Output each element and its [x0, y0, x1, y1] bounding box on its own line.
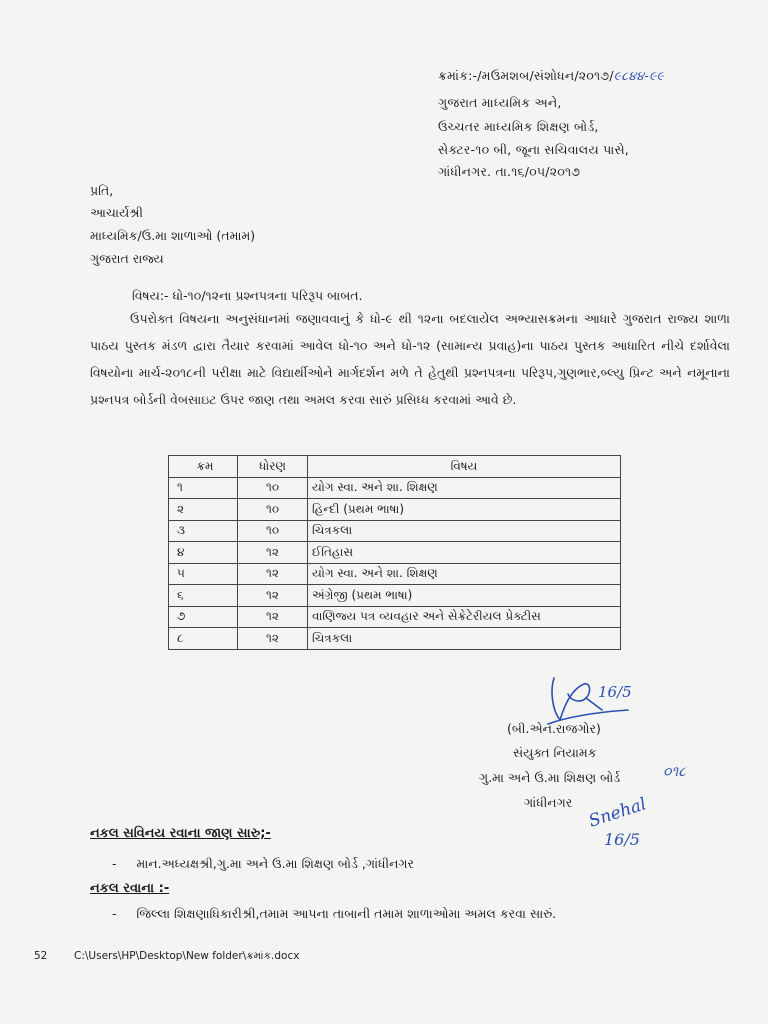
cell-standard: ૧૨ [238, 606, 308, 628]
reference-number [438, 68, 664, 84]
margin-note: ૦૧૮ [663, 764, 686, 780]
header-serial: ક્રમ [169, 456, 238, 478]
cell-standard: ૧૨ [238, 628, 308, 650]
handwritten-reference-number: ૯૮૪૪-૯૯ [613, 68, 665, 83]
recipient-line-2: આચાર્યશ્રી [90, 205, 143, 220]
body-paragraph [90, 305, 730, 413]
header-standard: ધોરણ [238, 456, 308, 478]
cell-subject: ચિત્રકલા [308, 520, 621, 542]
office-line-1: ગુજરાત માધ્યમિક અને, [438, 95, 562, 110]
copy-item-2-text: જિલ્લા શિક્ષણાધિકારીશ્રી,તમામ આપના તાબાની તમામ શાળાઓમા અમલ કરવા સારું. [136, 906, 557, 921]
cell-standard: ૧૨ [238, 585, 308, 607]
cell-subject: ઈતિહાસ [308, 542, 621, 564]
cell-serial: ૩ [169, 520, 238, 542]
table-row [169, 499, 621, 521]
table-row [169, 477, 621, 499]
cell-standard: ૧૦ [238, 520, 308, 542]
recipient-line-3: માધ્યમિક/ઉ.મા શાળાઓ (તમામ) [90, 228, 256, 243]
body-text: ઉપરોક્ત વિષયના અનુસંધાનમાં જણાવવાનું કે ધો-૯ થી ૧૨ના બદલાયેલ અભ્યાસક્રમના આધારે ગુજરાત રાજ્ય શાળા પાઠય પુસ્તક મંડળ દ્વારા તૈયાર કરવામાં આવેલ ધો-૧૦ અને ધો-૧૨ (સામાન્ય પ્રવાહ)ના પાઠય પુસ્તક આધારિત નીચે દર્શાવેલા વિષયોના માર્ચ-૨૦૧૮ની પરીક્ષા માટે વિદ્યાર્થીઓને માર્ગદર્શન મળે તે હેતુથી પ્રશ્નપત્રના પરિરૂપ,ગુણભાર,બ્લ્યુ પ્રિન્ટ અને નમૂનાના પ્રશ્નપત્ર બોર્ડની વેબસાઇટ ઉપર જાણ તથા અમલ કરવા સારું પ્રસિધ્ધ કરવામાં આવે છે. [90, 311, 730, 407]
cell-subject: હિન્દી (પ્રથમ ભાષા) [308, 499, 621, 521]
office-date-line: ગાંધીનગર. તા.૧૬/૦૫/૨૦૧૭ [438, 164, 581, 179]
copy-heading-2: નકલ રવાના :- [90, 881, 170, 896]
cell-subject: યોગ સ્વા. અને શા. શિક્ષણ [308, 563, 621, 585]
cell-subject: વાણિજ્ય પત્ર વ્યવહાર અને સેક્રેટેરીયલ પ્રેક્ટીસ [308, 606, 621, 628]
cell-standard: ૧૨ [238, 563, 308, 585]
cell-serial: ૫ [169, 563, 238, 585]
cell-subject: યોગ સ્વા. અને શા. શિક્ષણ [308, 477, 621, 499]
table-row [169, 563, 621, 585]
office-address-line: સેક્ટર-૧૦ બી, જૂના સચિવાલય પાસે, [438, 142, 629, 157]
cell-serial: ૪ [169, 542, 238, 564]
cell-serial: ૬ [169, 585, 238, 607]
cell-standard: ૧૨ [238, 542, 308, 564]
signatory-place: ગાંધીનગર [524, 795, 573, 810]
signatory-designation: સંયુક્ત નિયામક [513, 745, 597, 760]
page-number: 52 [34, 950, 48, 962]
table-header-row [169, 456, 621, 478]
table-row [169, 520, 621, 542]
cell-serial: ૨ [169, 499, 238, 521]
signatory-name: (બી.એન.રાજગોર) [507, 721, 601, 736]
office-line-2: ઉચ્ચતર માધ્યમિક શિક્ષણ બોર્ડ, [438, 119, 599, 134]
subject-line: વિષય:- ધો-૧૦/૧૨ના પ્રશ્નપત્રના પરિરૂપ બાબત. [132, 288, 363, 303]
reference-prefix: ક્રમાંક:-/મઉમશબ/સંશોધન/૨૦૧૭/ [438, 68, 614, 83]
table-row [169, 542, 621, 564]
cell-standard: ૧૦ [238, 499, 308, 521]
handwritten-name: Snehal [586, 794, 649, 832]
table-row [169, 606, 621, 628]
copy-item-1: - માન.અધ્યક્ષશ્રી,ગુ.મા અને ઉ.મા શિક્ષણ બોર્ડ ,ગાંધીનગર [112, 856, 415, 871]
recipient-line-4: ગુજરાત રાજ્ય [90, 251, 164, 266]
table-row [169, 585, 621, 607]
copy-heading-1: નકલ સવિનય રવાના જાણ સારુ;- [90, 826, 271, 841]
cell-serial: ૮ [169, 628, 238, 650]
cell-serial: ૧ [169, 477, 238, 499]
cell-subject: અંગ્રેજી (પ્રથમ ભાષા) [308, 585, 621, 607]
file-path: C:\Users\HP\Desktop\New folder\ક્રમાંક.docx [74, 950, 300, 962]
header-subject: વિષય [308, 456, 621, 478]
cell-standard: ૧૦ [238, 477, 308, 499]
signature-date: 16/5 [598, 683, 632, 701]
table-row [169, 628, 621, 650]
signatory-office: ગુ.મા અને ઉ.મા શિક્ષણ બોર્ડ [479, 770, 621, 785]
cell-serial: ૭ [169, 606, 238, 628]
handwritten-date: 16/5 [604, 830, 640, 849]
recipient-line-1: પ્રતિ, [90, 183, 114, 198]
copy-item-2: - જિલ્લા શિક્ષણાધિકારીશ્રી,તમામ આપના તાબાની તમામ શાળાઓમા અમલ કરવા સારું. [112, 906, 557, 921]
copy-item-1-text: માન.અધ્યક્ષશ્રી,ગુ.મા અને ઉ.મા શિક્ષણ બોર્ડ ,ગાંધીનગર [136, 856, 415, 871]
subjects-table [168, 455, 621, 650]
cell-subject: ચિત્રકલા [308, 628, 621, 650]
